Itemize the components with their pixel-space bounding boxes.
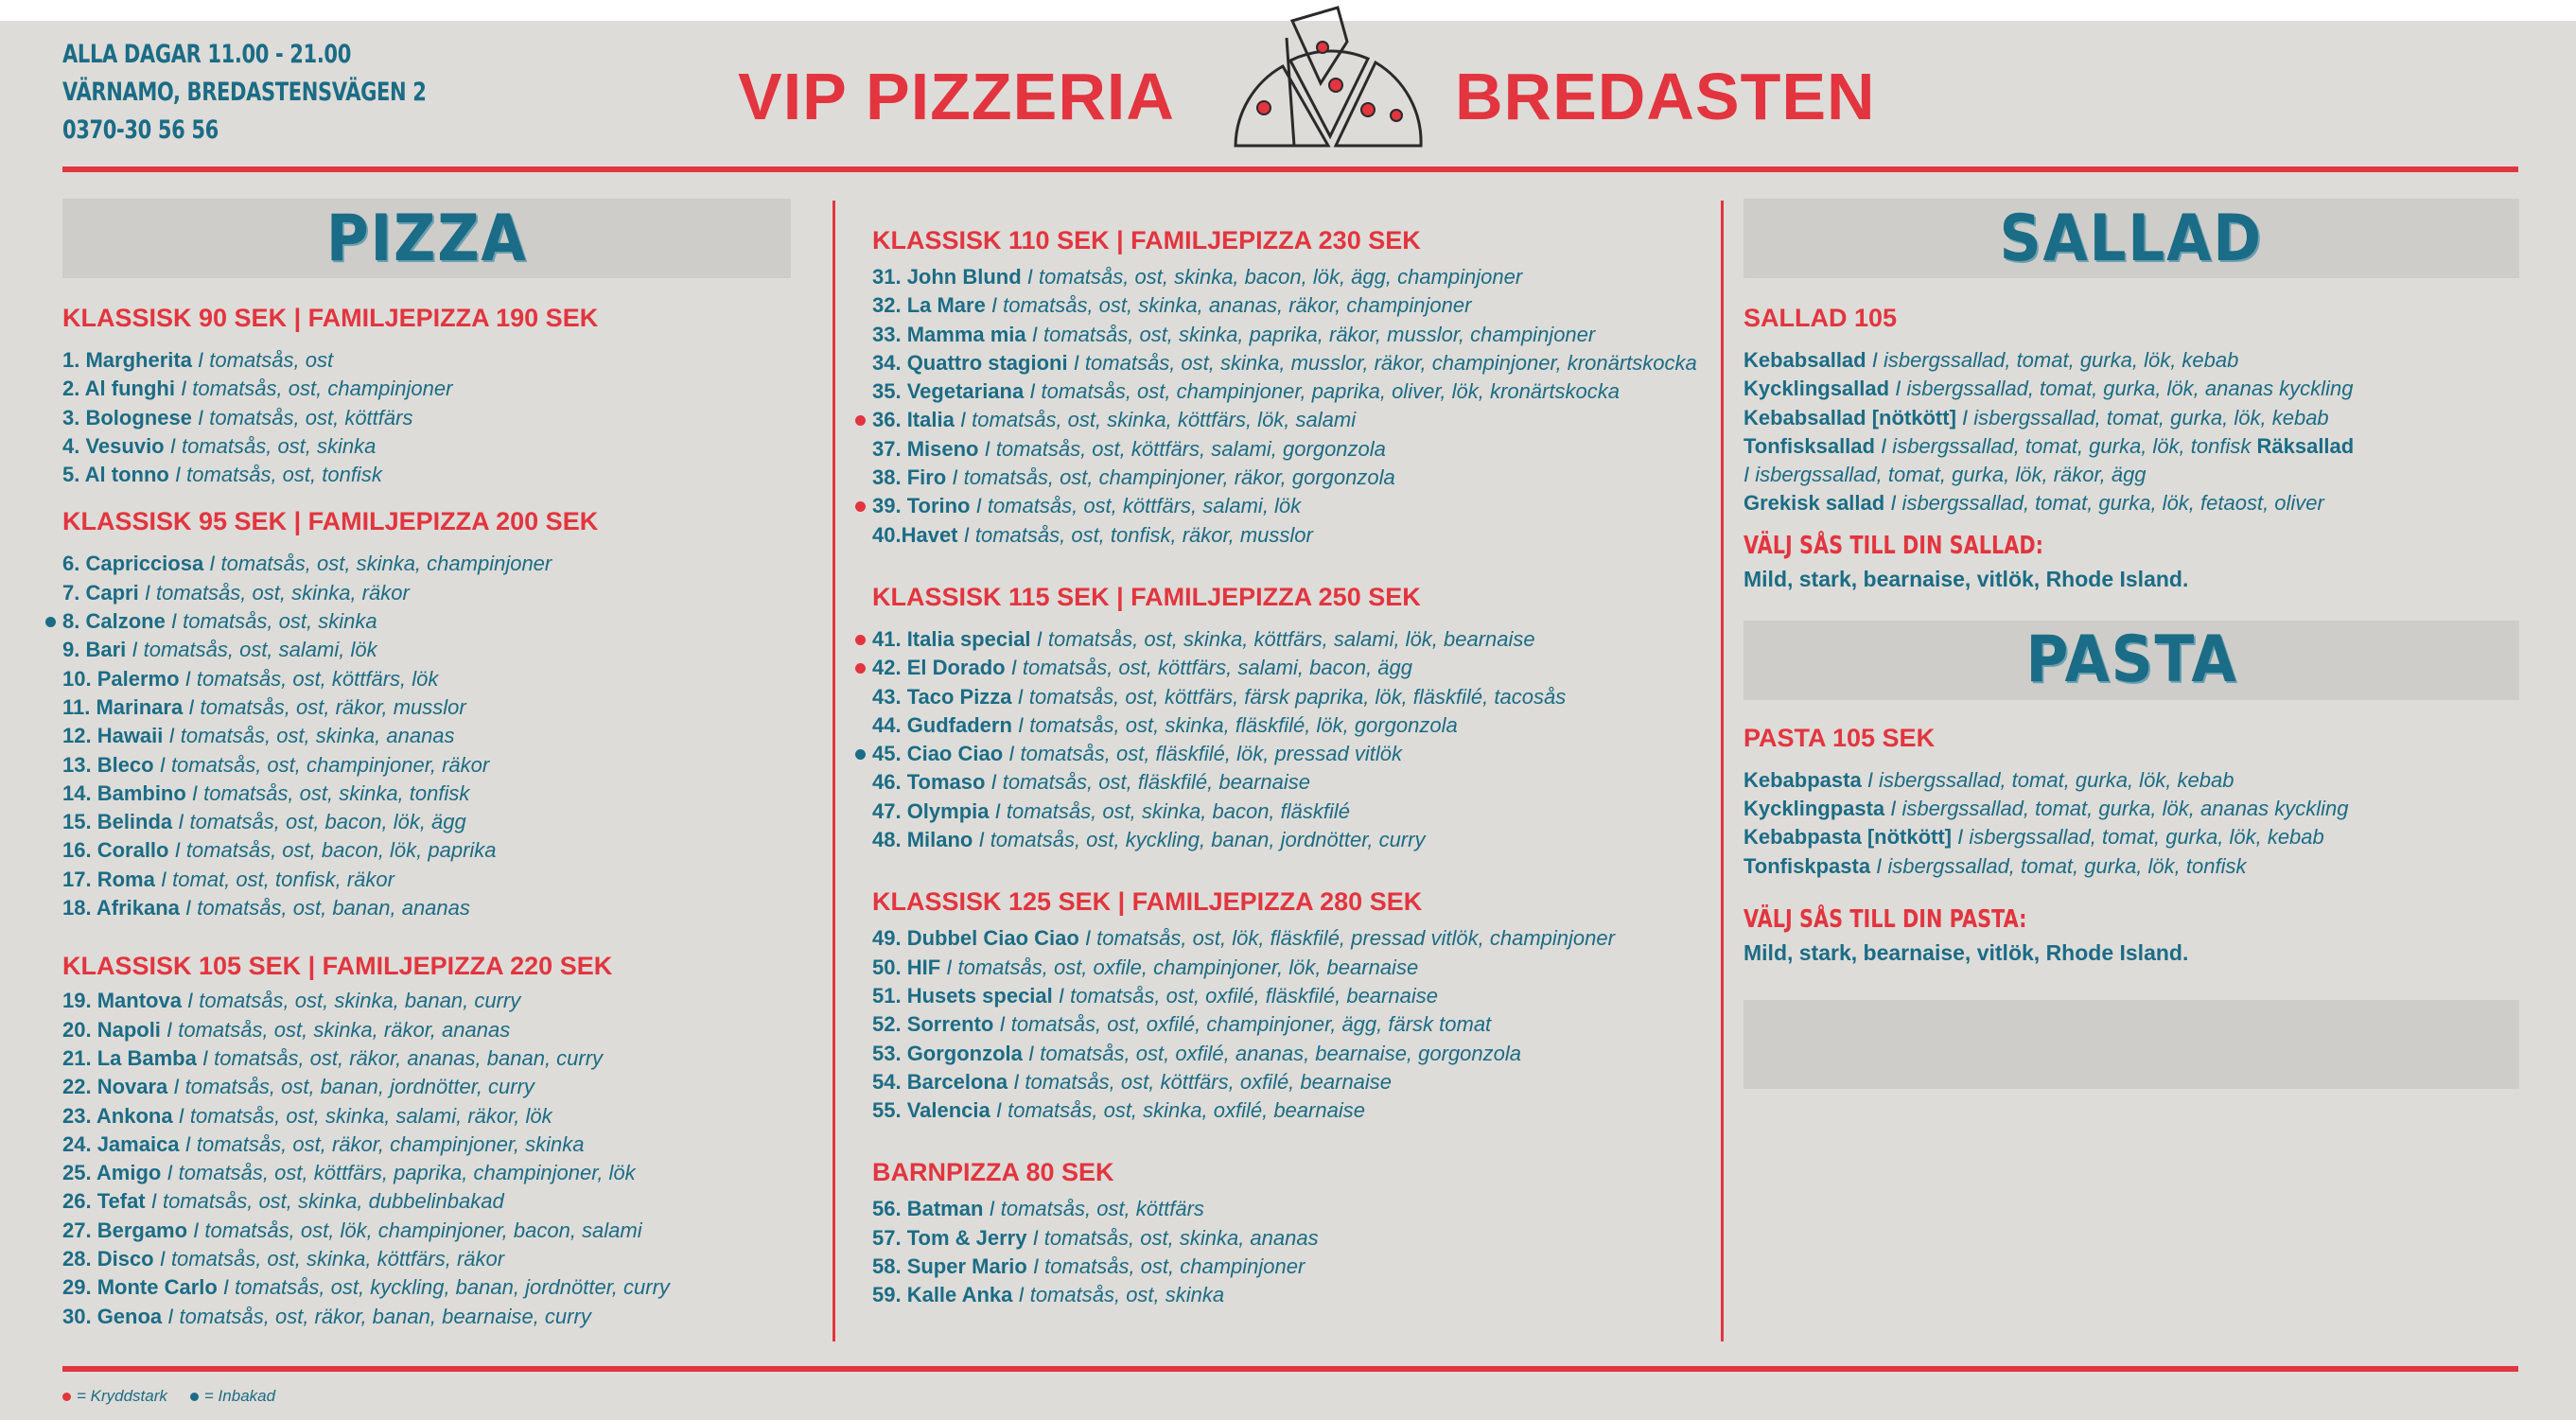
- menu-item-name: 25. Amigo: [62, 1161, 162, 1185]
- menu-item: [62, 836, 791, 865]
- price-group-title: KLASSISK 105 SEK | FAMILJEPIZZA 220 SEK: [62, 952, 613, 981]
- menu-item-ingredients: I tomatsås, ost, köttfärs, salami, gorgonzola: [978, 436, 1386, 461]
- menu-item-ingredients: I tomatsås, ost, oxfilé, champinjoner, ägg, färsk tomat: [993, 1012, 1492, 1037]
- menu-item-name: 23. Ankona: [62, 1103, 173, 1128]
- menu-item-ingredients: I isbergssallad, tomat, gurka, lök, tonfisk: [1870, 853, 2247, 878]
- menu-item-name: Kebabpasta: [1744, 767, 1862, 792]
- pizza-group-6: [872, 883, 1724, 1125]
- menu-item-ingredients: I tomatsås, ost, fläskfilé, lök, pressad vitlök: [1003, 742, 1402, 766]
- menu-item: [872, 1224, 1724, 1253]
- pizza-heading-box: [62, 199, 791, 278]
- menu-item-ingredients: I tomatsås, ost, champinjoner, räkor, gorgonzola: [946, 465, 1395, 490]
- menu-item: [62, 607, 791, 636]
- menu-item-name: 21. La Bamba: [62, 1045, 197, 1070]
- menu-item-ingredients: I isbergssallad, tomat, gurka, lök, kebab: [1955, 405, 2329, 430]
- menu-item-name: 13. Bleco: [62, 752, 154, 777]
- menu-item-name: 29. Monte Carlo: [62, 1275, 218, 1300]
- pasta-sauce-options: Mild, stark, bearnaise, vitlök, Rhode Island.: [1744, 939, 2189, 965]
- menu-item: [872, 1281, 1724, 1309]
- menu-item-ingredients: I isbergssallad, tomat, gurka, lök, fetaost, oliver: [1884, 491, 2324, 516]
- column-divider-left: [832, 201, 835, 1341]
- menu-item: [872, 1195, 1724, 1223]
- menu-item: [872, 740, 1724, 768]
- menu-item-name: 10. Palermo: [62, 666, 180, 691]
- spicy-dot-icon: [855, 415, 866, 426]
- menu-item-name: 39. Torino: [872, 494, 971, 518]
- menu-item: [872, 1096, 1724, 1125]
- menu-item-name: Kycklingpasta: [1744, 797, 1885, 821]
- menu-item-ingredients: I tomatsås, ost, köttfärs: [983, 1197, 1204, 1221]
- menu-item: [62, 780, 791, 808]
- pizza-group-1: [62, 299, 791, 489]
- baked-dot-icon: [45, 617, 56, 627]
- menu-item: [872, 826, 1724, 854]
- menu-item-name: 22. Novara: [62, 1075, 168, 1099]
- menu-item: [62, 432, 791, 461]
- menu-item-name: 56. Batman: [872, 1197, 984, 1221]
- pasta-price-title: PASTA 105 SEK: [1744, 723, 1936, 752]
- menu-item: [62, 894, 791, 922]
- menu-item-ingredients: I tomatsås, ost, champinjoner: [1026, 1254, 1306, 1279]
- menu-item-name: 47. Olympia: [872, 798, 990, 823]
- menu-item: [62, 693, 791, 722]
- menu-item-ingredients: I tomatsås, ost, bacon, lök, paprika: [168, 838, 497, 863]
- menu-item: [62, 1159, 791, 1187]
- menu-item-ingredients: I tomatsås, ost, räkor, banan, bearnaise, curry: [162, 1304, 591, 1328]
- menu-item-ingredients: I tomatsås, ost, skinka, köttfärs, salami, lök, bearnaise: [1030, 626, 1535, 651]
- menu-item-name: 1. Margherita: [62, 348, 192, 372]
- menu-item-ingredients: I tomatsås, ost, skinka, paprika, räkor, musslor, champinjoner: [1025, 322, 1596, 346]
- menu-item-name: 38. Firo: [872, 465, 947, 490]
- menu-item-ingredients: I isbergssallad, tomat, gurka, lök, räkor, ägg: [1744, 463, 2147, 487]
- menu-item-ingredients: I isbergssallad, tomat, gurka, lök, ananas kyckling: [1889, 377, 2354, 401]
- pizza-slice-logo-icon: [1226, 4, 1430, 151]
- menu-item-name: 4. Vesuvio: [62, 433, 165, 458]
- menu-item-name: Kebabsallad: [1744, 348, 1866, 372]
- menu-item-name: 20. Napoli: [62, 1017, 161, 1042]
- menu-item: [872, 377, 1724, 406]
- menu-item-name: Grekisk sallad: [1744, 491, 1885, 516]
- menu-item: [872, 798, 1724, 826]
- menu-item-ingredients: I tomatsås, ost, banan, ananas: [179, 896, 470, 920]
- menu-item-ingredients: I tomatsås, ost, skinka, salami, räkor, lök: [172, 1103, 552, 1128]
- menu-item-name: 51. Husets special: [872, 983, 1053, 1008]
- pasta-sauce-title: VÄLJ SÅS TILL DIN PASTA:: [1744, 904, 2027, 934]
- menu-item-ingredients: I tomatsås, ost, skinka, ananas: [1026, 1225, 1319, 1250]
- menu-item-name: 26. Tefat: [62, 1189, 146, 1214]
- menu-item-ingredients: I tomatsås, ost, banan, jordnötter, curry: [167, 1075, 534, 1099]
- menu-item-ingredients: I tomatsås, ost, skinka, räkor: [138, 580, 410, 605]
- menu-item-ingredients: I tomatsås, ost, räkor, champinjoner, skinka: [179, 1131, 585, 1156]
- menu-item-ingredients: I tomatsås, ost, champinjoner: [174, 377, 453, 401]
- menu-item-ingredients: I tomatsås, ost, köttfärs: [191, 405, 413, 430]
- empty-panel: [1744, 1000, 2519, 1089]
- menu-item: [872, 291, 1724, 320]
- pasta-heading: PASTA: [2024, 622, 2238, 698]
- menu-item-ingredients: I tomatsås, ost, köttfärs, salami, lök: [970, 494, 1302, 518]
- menu-item-name: 32. La Mare: [872, 293, 986, 318]
- sallad-sauce-title: VÄLJ SÅS TILL DIN SALLAD:: [1744, 531, 2043, 560]
- menu-item-name: 41. Italia special: [872, 626, 1031, 651]
- pasta-list: [1744, 766, 2519, 881]
- menu-item-ingredients: I tomatsås, ost, oxfilé, ananas, bearnaise, gorgonzola: [1022, 1041, 1522, 1065]
- sallad-heading: SALLAD: [1999, 201, 2264, 276]
- menu-item: [62, 722, 791, 750]
- pizza-list: [872, 263, 1724, 550]
- menu-item-name: 34. Quattro stagioni: [872, 350, 1068, 375]
- menu-item-name: 28. Disco: [62, 1247, 154, 1271]
- pizza-group-3: [62, 947, 791, 1331]
- price-group-title: KLASSISK 110 SEK | FAMILJEPIZZA 230 SEK: [872, 226, 1421, 254]
- spicy-dot-icon: [62, 1393, 71, 1401]
- pizza-list: [62, 346, 791, 489]
- menu-item: [62, 579, 791, 607]
- menu-item-ingredients: I tomatsås, ost, skinka, oxfilé, bearnaise: [990, 1098, 1365, 1123]
- menu-item: [872, 521, 1724, 550]
- price-group-title: KLASSISK 125 SEK | FAMILJEPIZZA 280 SEK: [872, 887, 1423, 917]
- menu-item-name: 24. Jamaica: [62, 1131, 180, 1156]
- spicy-dot-icon: [855, 635, 866, 645]
- menu-item: [1744, 432, 2519, 461]
- menu-item-name: 12. Hawaii: [62, 724, 164, 748]
- menu-item-ingredients: I tomatsås, ost, oxfilé, fläskfilé, bearnaise: [1052, 983, 1438, 1008]
- menu-item-name: Tonfisksallad: [1744, 433, 1875, 458]
- menu-item-name: 40.Havet: [872, 522, 958, 547]
- menu-item-name: 46. Tomaso: [872, 770, 986, 795]
- menu-item: [1744, 375, 2519, 403]
- menu-item: [62, 751, 791, 780]
- menu-item-ingredients: I tomatsås, ost, skinka, tonfisk: [185, 780, 470, 805]
- middle-column: [872, 199, 1724, 1310]
- menu-item: [62, 1273, 791, 1302]
- menu-item: [62, 1073, 791, 1101]
- menu-item: [62, 665, 791, 693]
- menu-item-name: 33. Mamma mia: [872, 322, 1026, 346]
- menu-item-ingredients: I tomat, ost, tonfisk, räkor: [154, 867, 394, 891]
- menu-item-name: 9. Bari: [62, 638, 127, 662]
- menu-item-ingredients: I tomatsås, ost, kyckling, banan, jordnötter, curry: [217, 1275, 670, 1300]
- spicy-dot-icon: [855, 501, 866, 512]
- menu-item-ingredients: I tomatsås, ost: [191, 348, 334, 372]
- legend: [62, 1387, 275, 1406]
- menu-item-ingredients: I tomatsås, ost, köttfärs, färsk paprika, lök, fläskfilé, tacosås: [1011, 684, 1567, 709]
- menu-item: [872, 492, 1724, 520]
- spicy-dot-icon: [855, 663, 866, 674]
- menu-item-ingredients: I tomatsås, ost, skinka, ananas, räkor, champinjoner: [985, 293, 1472, 318]
- menu-item-ingredients: I isbergssallad, tomat, gurka, lök, kebab: [1952, 825, 2324, 850]
- menu-item-name: 36. Italia: [872, 408, 955, 432]
- menu-item-ingredients: I tomatsås, ost, champinjoner, paprika, oliver, lök, kronärtskocka: [1024, 379, 1620, 404]
- menu-item-ingredients: I tomatsås, ost, lök, fläskfilé, pressad vitlök, champinjoner: [1078, 926, 1615, 951]
- menu-item: [62, 987, 791, 1015]
- pizza-group-4: [872, 221, 1724, 550]
- pizza-column: [62, 199, 791, 1331]
- menu-item-name: Räksallad: [2251, 433, 2355, 458]
- price-group-title: KLASSISK 115 SEK | FAMILJEPIZZA 250 SEK: [872, 582, 1421, 611]
- menu-item-ingredients: I isbergssallad, tomat, gurka, lök, kebab: [1861, 767, 2234, 792]
- menu-item-ingredients: I tomatsås, ost, räkor, ananas, banan, curry: [196, 1045, 604, 1070]
- menu-item: [62, 404, 791, 432]
- menu-item: [1744, 461, 2519, 489]
- pizza-list: [62, 550, 791, 922]
- sallad-pasta-column: [1744, 199, 2519, 1089]
- menu-item-name: 48. Milano: [872, 828, 973, 852]
- baked-dot-icon: [855, 749, 866, 760]
- menu-item-name: 16. Corallo: [62, 838, 169, 863]
- menu-item-name: 53. Gorgonzola: [872, 1041, 1023, 1065]
- menu-item-name: 42. El Dorado: [872, 656, 1006, 680]
- menu-item-ingredients: I tomatsås, ost, kyckling, banan, jordnötter, curry: [973, 828, 1426, 852]
- menu-item: [1744, 823, 2519, 851]
- menu-item-name: 35. Vegetariana: [872, 379, 1025, 404]
- opening-hours: ALLA DAGAR 11.00 - 21.00: [62, 40, 351, 69]
- menu-item: [62, 461, 791, 489]
- pizza-list: [872, 625, 1724, 854]
- menu-item: [872, 625, 1724, 654]
- menu-item-name: 50. HIF: [872, 955, 941, 979]
- sallad-heading-box: [1744, 199, 2519, 278]
- menu-item-ingredients: I tomatsås, ost, skinka, ananas: [163, 724, 455, 748]
- sallad-price-title: SALLAD 105: [1744, 304, 1898, 332]
- menu-item: [1744, 852, 2519, 881]
- pizza-heading: PIZZA: [325, 201, 528, 276]
- menu-item-ingredients: I tomatsås, ost, räkor, musslor: [183, 694, 466, 719]
- menu-item-ingredients: I tomatsås, ost, bacon, lök, ägg: [172, 810, 466, 834]
- menu-item-name: Kycklingsallad: [1744, 377, 1890, 401]
- menu-item: [872, 349, 1724, 377]
- pizza-group-2: [62, 502, 791, 922]
- menu-item-ingredients: I tomatsås, ost, lök, champinjoner, bacon, salami: [187, 1218, 642, 1242]
- menu-item: [62, 550, 791, 578]
- menu-item: [62, 346, 791, 375]
- menu-item: [62, 1131, 791, 1159]
- menu-item-ingredients: I tomatsås, ost, skinka, bacon, fläskfilé: [989, 798, 1351, 823]
- menu-item: [872, 954, 1724, 982]
- menu-item-name: 8. Calzone: [62, 609, 166, 634]
- price-group-title: KLASSISK 95 SEK | FAMILJEPIZZA 200 SEK: [62, 507, 599, 536]
- menu-item: [62, 1044, 791, 1073]
- menu-item-ingredients: I tomatsås, ost, skinka, champinjoner: [203, 552, 552, 576]
- menu-item-name: 3. Bolognese: [62, 405, 192, 430]
- menu-item-name: 27. Bergamo: [62, 1218, 188, 1242]
- brand-name-right: BREDASTEN: [1455, 60, 1876, 133]
- menu-item: [872, 683, 1724, 711]
- menu-item-name: 59. Kalle Anka: [872, 1283, 1013, 1307]
- menu-item: [872, 1253, 1724, 1281]
- pizza-list: [872, 1195, 1724, 1309]
- menu-item-ingredients: I isbergssallad, tomat, gurka, lök, ananas kyckling: [1884, 797, 2349, 821]
- brand-name-left: VIP PIZZERIA: [738, 60, 1175, 133]
- menu-item-ingredients: I tomatsås, ost, skinka, bacon, lök, ägg, champinjoner: [1021, 265, 1523, 289]
- column-divider-right: [1721, 201, 1724, 1341]
- menu-item: [872, 768, 1724, 797]
- menu-item-ingredients: I tomatsås, ost, tonfisk: [168, 463, 382, 487]
- menu-item-ingredients: I isbergssallad, tomat, gurka, lök, kebab: [1866, 348, 2239, 372]
- kids-pizza-group: [872, 1153, 1724, 1309]
- pizza-group-5: [872, 578, 1724, 854]
- menu-item-name: 5. Al tonno: [62, 463, 169, 487]
- menu-item: [872, 924, 1724, 953]
- menu-item-name: 30. Genoa: [62, 1304, 163, 1328]
- menu-item-ingredients: I tomatsås, ost, skinka, dubbelinbakad: [145, 1189, 504, 1214]
- phone-number: 0370-30 56 56: [62, 115, 219, 145]
- menu-item: [872, 1010, 1724, 1039]
- menu-item-name: Tonfiskpasta: [1744, 853, 1871, 878]
- menu-item: [1744, 766, 2519, 795]
- menu-item-name: 17. Roma: [62, 867, 155, 891]
- menu-item: [62, 1016, 791, 1044]
- menu-item-name: 31. John Blund: [872, 265, 1022, 289]
- menu-item: [1744, 346, 2519, 375]
- menu-item-ingredients: I tomatsås, ost, skinka, musslor, räkor, champinjoner, kronärtskocka: [1067, 350, 1697, 375]
- pizza-list: [872, 924, 1724, 1125]
- menu-item-name: 14. Bambino: [62, 780, 186, 805]
- menu-item: [62, 866, 791, 894]
- menu-item-name: 45. Ciao Ciao: [872, 742, 1004, 766]
- menu-item-name: Kebabsallad [nötkött]: [1744, 405, 1956, 430]
- menu-item-ingredients: I isbergssallad, tomat, gurka, lök, tonfisk: [1874, 433, 2252, 458]
- menu-item-ingredients: I tomatsås, ost, skinka: [165, 609, 377, 634]
- sallad-sauce-options: Mild, stark, bearnaise, vitlök, Rhode Island.: [1744, 566, 2189, 591]
- menu-item: [62, 1303, 791, 1331]
- menu-item: [62, 1102, 791, 1131]
- menu-item-name: 44. Gudfadern: [872, 712, 1012, 737]
- address: VÄRNAMO, BREDASTENSVÄGEN 2: [62, 78, 427, 107]
- menu-item: [872, 321, 1724, 349]
- sallad-list: [1744, 346, 2519, 518]
- menu-item-name: 54. Barcelona: [872, 1069, 1008, 1094]
- menu-item-name: 2. Al funghi: [62, 377, 175, 401]
- menu-item: [1744, 795, 2519, 823]
- pizza-list: [62, 987, 791, 1331]
- pasta-heading-box: [1744, 621, 2519, 700]
- menu-item: [62, 1187, 791, 1216]
- menu-item: [62, 1217, 791, 1245]
- menu-item: [872, 435, 1724, 464]
- header-divider: [62, 167, 2518, 172]
- menu-item-ingredients: I tomatsås, ost, skinka, banan, curry: [181, 989, 521, 1013]
- menu-item: [872, 982, 1724, 1010]
- legend-baked: = Inbakad: [203, 1387, 276, 1405]
- menu-item-name: Kebabpasta [nötkött]: [1744, 825, 1952, 850]
- menu-item-ingredients: I tomatsås, ost, skinka: [164, 433, 377, 458]
- menu-item-name: 57. Tom & Jerry: [872, 1225, 1027, 1250]
- menu-item: [62, 636, 791, 664]
- menu-item: [62, 808, 791, 836]
- menu-item-ingredients: I tomatsås, ost, köttfärs, salami, bacon, ägg: [1005, 656, 1413, 680]
- menu-item-ingredients: I tomatsås, ost, skinka, köttfärs, lök, salami: [954, 408, 1357, 432]
- menu-item: [872, 1040, 1724, 1068]
- menu-item-ingredients: I tomatsås, ost, oxfile, champinjoner, lök, bearnaise: [940, 955, 1419, 979]
- menu-item-ingredients: I tomatsås, ost, fläskfilé, bearnaise: [985, 770, 1311, 795]
- menu-item-name: 49. Dubbel Ciao Ciao: [872, 926, 1079, 951]
- menu-item-ingredients: I tomatsås, ost, skinka, fläskfilé, lök, gorgonzola: [1011, 712, 1458, 737]
- price-group-title: BARNPIZZA 80 SEK: [872, 1158, 1114, 1187]
- menu-item: [872, 406, 1724, 434]
- price-group-title: KLASSISK 90 SEK | FAMILJEPIZZA 190 SEK: [62, 304, 599, 332]
- menu-item-ingredients: I tomatsås, ost, skinka, räkor, ananas: [160, 1017, 511, 1042]
- menu-item: [872, 1068, 1724, 1096]
- menu-item-name: 19. Mantova: [62, 989, 182, 1013]
- menu-item: [1744, 404, 2519, 432]
- menu-item: [872, 263, 1724, 291]
- menu-item-name: 18. Afrikana: [62, 896, 180, 920]
- menu-item-name: 11. Marinara: [62, 694, 184, 719]
- baked-dot-icon: [190, 1393, 199, 1401]
- menu-item-ingredients: I tomatsås, ost, skinka: [1012, 1283, 1225, 1307]
- menu-item: [1744, 489, 2519, 517]
- menu-item: [872, 464, 1724, 492]
- menu-item-ingredients: I tomatsås, ost, köttfärs, oxfilé, bearnaise: [1008, 1069, 1393, 1094]
- menu-item-name: 7. Capri: [62, 580, 139, 605]
- menu-item-ingredients: I tomatsås, ost, köttfärs, lök: [179, 666, 439, 691]
- menu-item-name: 37. Miseno: [872, 436, 979, 461]
- menu-item-ingredients: I tomatsås, ost, champinjoner, räkor: [153, 752, 490, 777]
- menu-item-name: 55. Valencia: [872, 1098, 990, 1123]
- menu-item-ingredients: I tomatsås, ost, köttfärs, paprika, champinjoner, lök: [161, 1161, 636, 1185]
- restaurant-info: [62, 36, 427, 149]
- menu-item-ingredients: I tomatsås, ost, salami, lök: [126, 638, 377, 662]
- menu-item-name: 52. Sorrento: [872, 1012, 994, 1037]
- legend-spicy: = Kryddstark: [77, 1387, 167, 1405]
- menu-item: [872, 654, 1724, 682]
- footer-divider: [62, 1366, 2518, 1372]
- menu-item: [872, 711, 1724, 740]
- menu-item-name: 15. Belinda: [62, 810, 173, 834]
- menu-item-name: 58. Super Mario: [872, 1254, 1027, 1279]
- menu-item-name: 6. Capricciosa: [62, 552, 204, 576]
- menu-item-ingredients: I tomatsås, ost, tonfisk, räkor, musslor: [957, 522, 1313, 547]
- menu-item-ingredients: I tomatsås, ost, skinka, köttfärs, räkor: [153, 1247, 505, 1271]
- menu-item: [62, 1245, 791, 1273]
- menu-item-name: 43. Taco Pizza: [872, 684, 1012, 709]
- menu-item: [62, 375, 791, 403]
